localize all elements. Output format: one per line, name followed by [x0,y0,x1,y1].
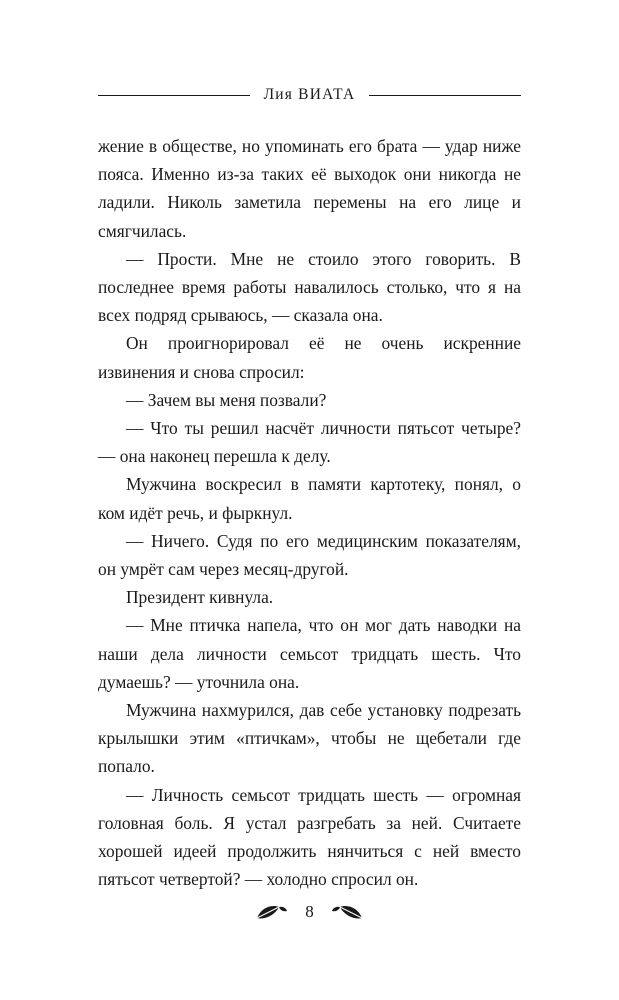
paragraph: Мужчина воскресил в памяти картотеку, понял, о ком идёт речь, и фыркнул. [98,474,521,523]
paragraph: Он проигнорировал её не очень искренние извинения и снова спросил: [98,333,521,382]
paragraph: — Зачем вы меня позвали? [126,389,327,410]
paragraph: — Что ты решил насчёт личности пятьсот четыре? — она наконец перешла к делу. [98,418,521,467]
page-footer [0,902,619,922]
paragraph: — Мне птичка напела, что он мог дать наводки на наши дела личности семьсот тридцать шесть. Что думаешь? — уточнила она. [98,615,521,692]
leaf-ornament-left-icon [255,902,289,922]
paragraph: — Прости. Мне не стоило этого говорить. В последнее время работы навалилось столько, что я на всех подряд срываюсь, — сказала она. [98,248,521,326]
paragraph: Мужчина нахмурился, дав себе установку подрезать крылышки этим «птичкам», чтобы не щебетали где попало. [98,700,521,777]
paragraph: — Ничего. Судя по его медицинским показателям, он умрёт сам через месяц-другой. [98,530,521,580]
paragraph: — Личность семьсот тридцать шесть — огромная головная боль. Я устал разгребать за ней. Считаете хорошей идеей продолжить нянчиться с ней вместо пятьсот четвертой? — холодно спросил он. [98,784,521,890]
paragraph: жение в обществе, но упоминать его брата — удар ниже пояса. Именно из-за таких её выходок они никогда не ладили. Николь заметила перемены на его лице и смягчилась. [98,136,521,241]
page-body [98,132,521,893]
running-head: Лия ВИАТА [250,86,370,104]
leaf-ornament-right-icon [330,902,364,922]
page-number: 8 [305,902,314,921]
page-header [0,86,619,104]
paragraph: Президент кивнула. [126,587,274,608]
